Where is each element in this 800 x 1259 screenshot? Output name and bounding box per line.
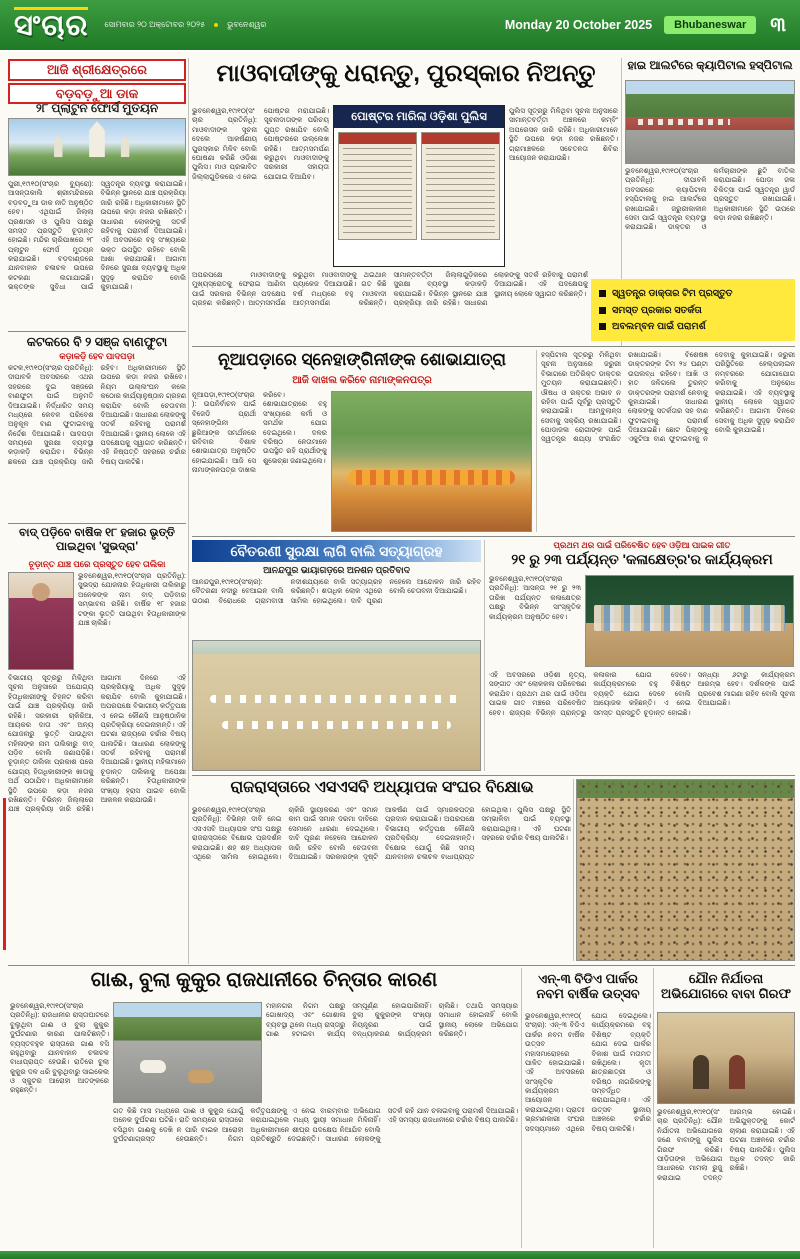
cuttack-subheadline: କଡ଼ାକଡ଼ି ହେବ ପାଦପଡ଼ା — [59, 351, 135, 361]
stage-group-photo[interactable] — [585, 575, 794, 667]
maoist-body-right: ପୁଲିସ ସୂତ୍ରରୁ ମିଳିଥିବା ସୂଚନା ଅନୁସାରେ ସୀମାନ୍ତବର୍ତ୍ତୀ ଅଞ୍ଚଳରେ କମ୍ବିଂ ଅପରେସନ ଜାରି ରହିଛି। ଅଧିକାରୀମାନେ ସ୍ଥିତି ଉପରେ କଡ଼ା ନଜର ରଖିଛନ୍ତି। ଗ୍ରାମାଞ୍ଚଳରେ ସଚେତନତା ଶିବିର ଆୟୋଜନ କରାଯାଉଛି। — [509, 108, 618, 162]
date-english: Monday 20 October 2025 — [504, 18, 653, 32]
kalakshetra-headline[interactable]: ୨୧ ରୁ ୨୩ ପର୍ଯ୍ୟନ୍ତ 'କଳାକ୍ଷେତ୍ର'ର କାର୍ଯ୍ୟକ୍ରମ — [511, 551, 773, 567]
section-rule — [192, 346, 795, 347]
poster-text-lines — [343, 148, 412, 235]
temple-photo[interactable] — [8, 118, 186, 176]
column-rule — [484, 540, 485, 771]
poster-text-lines — [426, 148, 495, 235]
edition-city: ଭୁବନେଶ୍ୱର — [227, 20, 267, 29]
sand-satyagraha-photo[interactable] — [192, 640, 481, 771]
bullet-text: ସ୍ୱତନ୍ତ୍ର ଡାକ୍ତାର ଟିମ ପ୍ରସ୍ତୁତ — [612, 287, 733, 299]
section-rule — [192, 775, 795, 776]
bullet-item — [599, 321, 787, 332]
hospital-photo[interactable] — [625, 80, 795, 164]
cattle-body-bottom: ଗତ କିଛି ମାସ ମଧ୍ୟରେ ଗାଈ ଓ କୁକୁର ଯୋଗୁଁ ଅନେକ ଦୁର୍ଘଟଣା ଘଟିଛି। ରାତି ସମୟରେ ରାସ୍ତାରେ ବସିଥିବା ଗାଈକୁ ଦେଖି ନ ପାରି ବାଇକ ଆରୋହୀ ଦୁର୍ଘଟଣାଗ୍ରସ୍ତ ହେଉଛନ୍ତି। ନିଗମ କର୍ତ୍ତୃପକ୍ଷଙ୍କୁ ଏ ନେଇ ବାରମ୍ବାର ଅଭିଯୋଗ କରାଯାଇଥିଲେ ମଧ୍ୟ ସ୍ଥାୟୀ ସମାଧାନ ମିଳିନାହିଁ। ଅଧିକାରୀମାନେ ଶୀଘ୍ର ପଦକ୍ଷେପ ନିଆଯିବ ବୋଲି ପ୍ରତିଶ୍ରୁତି ଦେଇଛନ୍ତି। ସାଧାରଣ ଲୋକଙ୍କୁ ସତର୍କ ରହି ଯାନ ଚଳାଇବାକୁ ପରାମର୍ଶ ଦିଆଯାଇଛି। ଏହି ସମସ୍ୟା ରାଜଧାନୀରେ ଚର୍ଚ୍ଚାର ବିଷୟ ପାଲଟିଛି। — [113, 1108, 518, 1144]
column-rule — [653, 968, 654, 1248]
kalakshetra-body-bottom: ଏହି ଅବସରରେ ଓଡ଼ିଶୀ ନୃତ୍ୟ, ସଙ୍ଗୀତ ଏବଂ ଲୋକକଳା ପରିବେଷଣ କରାଯିବ। ପ୍ରଥମ ଥର ପାଇଁ ଓଡ଼ିଆ ପାଇକ ଗୀତ ମଞ୍ଚରେ ପରିବେଷିତ ହେବ। ରାଜ୍ୟର ବିଭିନ୍ନ ପ୍ରାନ୍ତରୁ କଳାକାର ଯୋଗ ଦେବେ। କାର୍ଯ୍ୟକ୍ରମରେ ବହୁ ବିଶିଷ୍ଟ ବ୍ୟକ୍ତି ଯୋଗ ଦେବେ ବୋଲି ଆୟୋଜକ କହିଛନ୍ତି। ଏ ନେଇ ସମସ୍ତ ପ୍ରସ୍ତୁତି ଚୂଡ଼ାନ୍ତ ହୋଇଛି। ସନ୍ଧ୍ୟା ୬ଟାରୁ କାର୍ଯ୍ୟକ୍ରମ ଆରମ୍ଭ ହେବ। ଦର୍ଶକଙ୍କ ପାଇଁ ପ୍ରବେଶ ମାଗଣା ରହିବ ବୋଲି ସୂଚନା ଦିଆଯାଇଛି। — [489, 672, 795, 717]
footer-strip — [0, 1251, 800, 1259]
section-rule — [192, 536, 795, 537]
section-rule — [8, 965, 795, 966]
separator-dot-icon — [214, 23, 218, 27]
ssb-body: ଭୁବନେଶ୍ୱର,୧୯ା୧୦(ସଂଚାର ପ୍ରତିନିଧି): ବିଭିନ୍ନ ଦାବି ନେଇ ଏସଏସବି ଅଧ୍ୟାପକ ସଂଘ ପକ୍ଷରୁ ରାଜରାସ୍ତାରେ ବିକ୍ଷୋଭ ପ୍ରଦର୍ଶନ କରାଯାଇଛି। ଶହ ଶହ ଅଧ୍ୟାପକ ଏଥିରେ ସାମିଲ ହୋଇଥିଲେ। ଚାକିରି ସ୍ଥାୟୀକରଣ ଏବଂ ସମାନ କାମ ପାଇଁ ସମାନ ଦରମା ଦାବିରେ ସେମାନେ ଧାରଣା ଦେଇଥିଲେ। ଦାବି ପୂରଣ ନହେଲେ ଆନ୍ଦୋଳନ ଜାରି ରହିବ ବୋଲି ଚେତାବନୀ ଦିଆଯାଇଛି। ସରକାରଙ୍କ ଦୃଷ୍ଟି ଆକର୍ଷଣ ପାଇଁ ସ୍ମାରକପତ୍ର ପ୍ରଦାନ କରାଯାଇଛି। ଅପରପକ୍ଷେ ବିଭାଗୀୟ କର୍ତ୍ତୃପକ୍ଷ କୌଣସି ପ୍ରତିକ୍ରିୟା ଦେଇନାହାନ୍ତି। ବିକ୍ଷୋଭ ଯୋଗୁଁ କିଛି ସମୟ ଯାନବାହାନ ଚଳାଚଳ ବାଧାପ୍ରାପ୍ତ ହୋଇଥିଲା। ପୁଲିସ ପକ୍ଷରୁ ସ୍ଥିତି ସମ୍ଭାଳିବା ପାଇଁ ବ୍ୟବସ୍ଥା କରାଯାଇଥିଲା। ଏହି ଘଟଣା ସହରରେ ଚର୍ଚ୍ଚାର ବିଷୟ ପାଲଟିଛି। — [192, 807, 571, 861]
temple-side-tower-shape — [118, 135, 132, 157]
procession-photo[interactable] — [331, 391, 532, 532]
poster-header-strip — [339, 133, 416, 144]
kalakshetra-kicker: ପ୍ରଥମ ଥର ପାଇଁ ପରିବେଷିତ ହେବ ଓଡ଼ିଆ ପାଇକ ଗୀତ — [553, 540, 731, 550]
bullet-item — [599, 288, 787, 299]
cuttack-headline[interactable]: କଟକରେ ବି ୨ ସଞ୍ଜ ବାଣଫୁଟା — [26, 335, 168, 349]
edition-date: ସୋମବାର ୨୦ ଅକ୍ଟୋବର ୨୦୨୫ — [104, 20, 206, 29]
bullet-square-icon — [599, 290, 606, 297]
maoist-body-left: ଭୁବନେଶ୍ୱର,୧୯ା୧୦(ସଂଚାର ପ୍ରତିନିଧି): ମାଓବାଦୀଙ୍କ ସୂଚନା ଦେଲେ ଆକର୍ଷଣୀୟ ପୁରସ୍କାର ମିଳିବ ବୋଲି ଘୋଷଣା କରିଛି ଓଡ଼ିଶା ପୁଲିସ। ମାଓ ପ୍ରଭାବିତ ଜିଲ୍ଲାଗୁଡ଼ିକରେ ଏ ନେଇ ପୋଷ୍ଟର ମରାଯାଇଛି। ସୂଚନାଦାତାଙ୍କ ପରିଚୟ ଗୁପ୍ତ ରଖାଯିବ ବୋଲି ପୋଷ୍ଟରରେ ଉଲ୍ଲେଖ ରହିଛି। ଆତ୍ମସମର୍ପଣ କରୁଥିବା ମାଓବାଦୀଙ୍କୁ ସରକାରୀ ସହାୟତା ଯୋଗାଇ ଦିଆଯିବ। — [192, 108, 329, 181]
snehangini-headline[interactable]: ନୂଆପଡ଼ାରେ ସ୍ନେହାଙ୍ଗିନୀଙ୍କ ଶୋଭାଯାତ୍ରା — [217, 350, 507, 369]
bullet-square-icon — [599, 323, 606, 330]
bullet-item — [599, 305, 787, 316]
baitarani-headline[interactable]: ବୈତରଣୀ ସୁରକ୍ଷା ଲାଗି ବାଲି ସତ୍ୟାଗ୍ରହ — [192, 540, 481, 562]
poster-row — [334, 128, 504, 244]
bda-park-headline[interactable]: ଏନ୍-୩ ବିଡିଏ ପାର୍କର ନବମ ବାର୍ଷିକ ଉତ୍ସବ — [536, 971, 640, 1002]
subhadra-headline[interactable]: ବାଦ୍ ପଡ଼ିବେ ବାର୍ଷିକ ୧୮ ହଜାର ଭୃତ୍ତି ପାଇଥିବା 'ସୁଭଦ୍ରା' — [19, 527, 175, 553]
temple-side-tower-shape — [51, 135, 65, 157]
baba-body: ଭୁବନେଶ୍ୱର,୧୯ା୧୦(ସଂଚାର ପ୍ରତିନିଧି): ଯୌନ ନିର୍ଯାତନା ଅଭିଯୋଗରେ ଜଣେ ବାବାଙ୍କୁ ପୁଲିସ ଗିରଫ କରିଛି। ପୀଡ଼ିତାଙ୍କ ଅଭିଯୋଗ ଆଧାରରେ ମାମଲା ରୁଜୁ କରାଯାଇ ତଦନ୍ତ ଆରମ୍ଭ ହୋଇଛି। ଅଭିଯୁକ୍ତଙ୍କୁ କୋର୍ଟ ଚାଲାଣ କରାଯାଇଛି। ଏହି ଘଟଣା ଅଞ୍ଚଳରେ ଚର୍ଚ୍ଚାର ବିଷୟ ପାଲଟିଛି। ପୁଲିସ ଅଧିକ ତଦନ୍ତ ଜାରି ରଖିଛି। — [657, 1109, 795, 1182]
people-row-shape — [222, 721, 452, 729]
cattle-headline[interactable]: ଗାଈ, ବୁଲା କୁକୁର ରାଜଧାନୀରେ ଚିନ୍ତାର କାରଣ — [90, 969, 438, 991]
column-rule — [188, 58, 189, 964]
bullet-square-icon — [599, 307, 606, 314]
hospital-headline[interactable]: ହାଇ ଆଲର୍ଟରେ କ୍ୟାପିଟାଲ ହସ୍ପିଟାଲ — [627, 60, 793, 72]
masthead-logo: ସଂଚାର — [14, 7, 88, 43]
city-badge: Bhubaneswar — [664, 16, 756, 34]
face-shape — [32, 583, 50, 601]
badabadua-kicker-line1: ଆଜି ଶ୍ରୀକ୍ଷେତ୍ରରେ — [8, 59, 186, 81]
building-windows-shape — [638, 119, 730, 125]
hospital-body: ଭୁବନେଶ୍ୱର,୧୯ା୧୦(ସଂଚାର ପ୍ରତିନିଧି): ଦୀପାବଳି ଅବସରରେ କ୍ୟାପିଟାଲ ହସ୍ପିଟାଲକୁ ହାଇ ଆଲର୍ଟରେ ରଖାଯାଇଛି। ଜରୁରୀକାଳୀନ ସେବା ପାଇଁ ସ୍ୱତନ୍ତ୍ର ବ୍ୟବସ୍ଥା କରାଯାଇଛି। ଡାକ୍ତର ଓ କର୍ମଚାରୀଙ୍କ ଛୁଟି ବାତିଲ କରାଯାଇଛି। ପୋଡ଼ା ଜଳା ଚିକିତ୍ସା ପାଇଁ ସ୍ୱତନ୍ତ୍ର ୱାର୍ଡ ପ୍ରସ୍ତୁତ ରଖାଯାଇଛି। ଅଧିକାରୀମାନେ ସ୍ଥିତି ଉପରେ କଡ଼ା ନଜର ରଖିଛନ୍ତି। — [625, 168, 795, 232]
cattle-body-col1: ଭୁବନେଶ୍ୱର,୧୯ା୧୦(ସଂଚାର ପ୍ରତିନିଧି): ରାଜଧାନୀର ରାସ୍ତାଘାଟରେ ବୁଲୁଥିବା ଗାଈ ଓ ବୁଲା କୁକୁର ଦୁର୍ଘଟଣାର କାରଣ ପାଲଟିଛନ୍ତି। ବ୍ୟସ୍ତବହୁଳ ରାସ୍ତାରେ ଗାଈ ବସି ରହୁଥିବାରୁ ଯାନବାହାନ ଚଳାଚଳ ବାଧାପ୍ରାପ୍ତ ହେଉଛି। ରାତିରେ ବୁଲା କୁକୁର ଦଳ ଧରି ବୁଲୁଥିବାରୁ ସାଇକେଲ ଓ ସ୍କୁଟର ଆରୋହୀ ଆତଙ୍କରେ ରହୁଛନ୍ତି। — [10, 1003, 109, 1095]
person-shape — [693, 1055, 709, 1089]
masthead — [0, 0, 800, 52]
person-shape — [729, 1055, 745, 1089]
bullet-text: ସମସ୍ତ ପ୍ରକାର ସତର୍କତା — [612, 304, 702, 316]
baba-arrest-photo[interactable] — [657, 1012, 795, 1104]
temple-spire-shape — [83, 121, 111, 157]
badabadua-kicker-line2: ବଡ଼ବଡ଼ୁଆ ଡାକ — [8, 83, 186, 105]
subhadra-body: ବିଭାଗୀୟ ସୂତ୍ରରୁ ମିଳିଥିବା ସୂଚନା ଅନୁସାରେ ଅଯୋଗ୍ୟ ହିତାଧିକାରୀଙ୍କୁ ଚିହ୍ନଟ କରିବା ପାଇଁ ଯାଞ୍ଚ ପ୍ରକ୍ରିୟା ଜାରି ରହିଛି। ସରକାରୀ ଚାକିରିଆ, ଆୟକର ଦାତା ଏବଂ ଅନ୍ୟ ଯୋଜନାରୁ ଭୃତ୍ତି ପାଉଥିବା ମହିଳାଙ୍କ ନାମ ତାଲିକାରୁ ବାଦ୍ ପଡ଼ିବ ବୋଲି ଜଣାପଡ଼ିଛି। ଚୂଡ଼ାନ୍ତ ତାଲିକା ପ୍ରକାଶ ପରେ ଯୋଗ୍ୟ ହିତାଧିକାରୀଙ୍କ ଖାତାକୁ ଅର୍ଥ ପଠାଯିବ। ଅଧିକାରୀମାନେ ସ୍ଥିତି ଉପରେ କଡ଼ା ନଜର ରଖିଛନ୍ତି। ବିଭିନ୍ନ ଜିଲ୍ଲାରେ ଯାଞ୍ଚ ପ୍ରକ୍ରିୟା ଜାରି ରହିଛି। ଆଗାମୀ ଦିନରେ ଏହି ପ୍ରକ୍ରିୟାକୁ ଅଧିକ ସୁଦୃଢ଼ କରାଯିବ ବୋଲି କୁହାଯାଇଛି। ଅପରପକ୍ଷେ ବିଭାଗୀୟ କର୍ତ୍ତୃପକ୍ଷ ଏ ନେଇ କୌଣସି ଆନୁଷ୍ଠାନିକ ପ୍ରତିକ୍ରିୟା ଦେଇନାହାନ୍ତି। ଏହି ଘଟଣା ରାଜ୍ୟରେ ଚର୍ଚ୍ଚାର ବିଷୟ ପାଲଟିଛି। ସାଧାରଣ ଲୋକଙ୍କୁ ସତର୍କ ରହିବାକୁ ପରାମର୍ଶ ଦିଆଯାଇଛି। ସ୍ଥାନୀୟ ମହିଳାମାନେ ଚୂଡ଼ାନ୍ତ ତାଲିକାକୁ ଅପେକ୍ଷା କରିଛନ୍ତି। ହିତାଧିକାରୀଙ୍କ ସଂଖ୍ୟା ହ୍ରାସ ପାଇବ ବୋଲି ଆକଳନ କରାଯାଉଛି। — [8, 675, 186, 814]
people-row-shape — [594, 605, 784, 631]
hospital-continued-body: ହସ୍ପିଟାଲ ସୂତ୍ରରୁ ମିଳିଥିବା ସୂଚନା ଅନୁସାରେ ଜରୁରୀ ବିଭାଗରେ ଅତିରିକ୍ତ ଡାକ୍ତର ମୁତୟନ କରାଯାଇଛନ୍ତି। ଔଷଧ ଓ ରକ୍ତର ଅଭାବ ନ ରହିବା ପାଇଁ ପୂର୍ବରୁ ପ୍ରସ୍ତୁତି କରାଯାଇଛି। ଆମ୍ବୁଲାନ୍ସ ସେବାକୁ ସକ୍ରିୟ ରଖାଯାଇଛି। ପୋଡ଼ାଜଳା ରୋଗୀଙ୍କ ପାଇଁ ସ୍ୱତନ୍ତ୍ର ଶଯ୍ୟା ସଂରକ୍ଷିତ ରଖାଯାଇଛି। ବିଶେଷଜ୍ଞ ଡାକ୍ତରଙ୍କ ଟିମ ୨୪ ଘଣ୍ଟା ଉପଲବ୍ଧ ରହିବେ। ଆଖି ଓ ହାତ ଜଳିଗଲେ ତୁରନ୍ତ ଡାକ୍ତରଙ୍କ ପରାମର୍ଶ ନେବାକୁ କୁହାଯାଇଛି। ସାଧାରଣ ଲୋକଙ୍କୁ ସତର୍କତାର ସହ ବାଣ ଫୁଟାଇବାକୁ ପରାମର୍ଶ ଦିଆଯାଇଛି। ଛୋଟ ପିଲାଙ୍କୁ ଏକୁଟିଆ ବାଣ ଫୁଟାଇବାକୁ ନ ଦେବାକୁ କୁହାଯାଇଛି। ଜରୁରୀ ପରିସ୍ଥିତିରେ ହେଲ୍ପଲାଇନ ନମ୍ବରରେ ଯୋଗାଯୋଗ କରିବାକୁ ଅନୁରୋଧ କରାଯାଇଛି। ଏହି ବ୍ୟବସ୍ଥାକୁ ସ୍ଥାନୀୟ ଲୋକେ ସ୍ୱାଗତ କରିଛନ୍ତି। ଆଗାମୀ ଦିନରେ ସେବାକୁ ଅଧିକ ସୁଦୃଢ଼ କରାଯିବ ବୋଲି କୁହାଯାଇଛି। — [541, 352, 795, 444]
badabadua-subheadline: ୨୮ ପ୍ଲାଟୁନ ଫୋର୍ସ ମୁତୟନ — [35, 101, 159, 115]
baba-headline[interactable]: ଯୌନ ନିର୍ଯାତନା ଅଭିଯୋଗରେ ବାବା ଗିରଫ — [660, 971, 792, 1002]
cow-shape — [188, 1070, 214, 1083]
subhadra-subheadline: ଚୂଡ଼ାନ୍ତ ଯାଞ୍ଚ ପରେ ପ୍ରସ୍ତୁତ ହେବ ତାଲିକା — [28, 559, 166, 569]
snehangini-subheadline: ଆଜି ଦାଖଲ କରିବେ ନାମାଙ୍କନପତ୍ର — [292, 375, 432, 386]
snehangini-body: ନୂଆପଡ଼ା,୧୯ା୧୦(ସଂଚାର): ଉପନିର୍ବାଚନ ପାଇଁ ବିଜେଡି ପ୍ରାର୍ଥୀ ସ୍ନେହାଙ୍ଗିନୀ ଛୁରିଆଙ୍କ ସମର୍ଥନରେ ରବିବାର ବିଶାଳ ଶୋଭାଯାତ୍ରା ଅନୁଷ୍ଠିତ ହୋଇଯାଇଛି। ଆଜି ସେ ନାମାଙ୍କନପତ୍ର ଦାଖଲ କରିବେ। ଶୋଭାଯାତ୍ରାରେ ବହୁ ସଂଖ୍ୟାରେ କର୍ମୀ ଓ ସମର୍ଥକ ଯୋଗ ଦେଇଥିଲେ। ଦଳର ବରିଷ୍ଠ ନେତାମାନେ ଉପସ୍ଥିତ ରହି ପ୍ରାର୍ଥୀଙ୍କୁ ଶୁଭେଚ୍ଛା ଜଣାଇଥିଲେ। — [192, 392, 327, 474]
maoist-headline[interactable]: ମାଓବାଦୀଙ୍କୁ ଧରାନ୍ତୁ, ପୁରସ୍କାର ନିଅନ୍ତୁ — [216, 60, 596, 87]
badabadua-kicker-box[interactable] — [8, 59, 186, 106]
street-cows-photo[interactable] — [113, 1002, 262, 1103]
page-number: ୩ — [770, 13, 786, 36]
bullet-text: ଅବଲମ୍ବନ ପାଇଁ ପରାମର୍ଶ — [612, 321, 706, 333]
section-rule — [8, 523, 186, 524]
people-row-shape — [210, 695, 463, 703]
cuttack-body: କଟକ,୧୯ା୧୦(ସଂଚାର ପ୍ରତିନିଧି): ଦୀପାବଳି ଅବସରରେ ଏଥର ସହରରେ ଦୁଇ ସଞ୍ଜରେ ବାଣଫୁଟା ପାଇଁ ଅନୁମତି ଦିଆଯାଇଛି। ନିର୍ଦ୍ଧାରିତ ସମୟ ମଧ୍ୟରେ କେବଳ ପରିବେଶ ଅନୁକୂଳ ବାଣ ଫୁଟାଇବାକୁ ନିର୍ଦ୍ଦେଶ ଦିଆଯାଇଛି। ପାଦପଡ଼ା ସମୟରେ ସୁରକ୍ଷା ବ୍ୟବସ୍ଥା କଡ଼ାକଡ଼ି କରାଯିବ। ବିଭିନ୍ନ ଛକରେ ଯାଞ୍ଚ ପ୍ରକ୍ରିୟା ଜାରି ରହିବ। ଅଧିକାରୀମାନେ ସ୍ଥିତି ଉପରେ କଡ଼ା ନଜର ରଖିବେ। ନିୟମ ଉଲ୍ଲଂଘନ କଲେ କଠୋର କାର୍ଯ୍ୟାନୁଷ୍ଠାନ ଗ୍ରହଣ କରାଯିବ ବୋଲି ଚେତାବନୀ ଦିଆଯାଇଛି। ସାଧାରଣ ଲୋକଙ୍କୁ ସତର୍କ ରହିବାକୁ ପରାମର୍ଶ ଦିଆଯାଇଛି। ସ୍ଥାନୀୟ ଲୋକେ ଏହି ପଦକ୍ଷେପକୁ ସ୍ୱାଗତ କରିଛନ୍ତି। ଏହି ନିଷ୍ପତ୍ତି ସହରରେ ଚର୍ଚ୍ଚାର ବିଷୟ ପାଲଟିଛି। — [8, 365, 186, 466]
badabadua-body: ପୁରୀ,୧୯ା୧୦(ସଂଚାର ବ୍ୟୁରୋ): ଆସନ୍ତାକାଲି ଶ୍ରୀମନ୍ଦିରରେ ବଡ଼ବଡ଼ୁଆ ଡାକ ନୀତି ଅନୁଷ୍ଠିତ ହେବ। ଏଥିପାଇଁ ଜିଲ୍ଲା ପ୍ରଶାସନ ଓ ପୁଲିସ ପକ୍ଷରୁ ସମସ୍ତ ପ୍ରସ୍ତୁତି ଚୂଡ଼ାନ୍ତ ହୋଇଛି। ମନ୍ଦିର ଚାରିପାଖରେ ୨୮ ପ୍ଲାଟୁନ ଫୋର୍ସ ମୁତୟନ କରାଯାଇଛି। ବଡ଼ଦାଣ୍ଡରେ ଯାନବାହାନ ଚଳାଚଳ ଉପରେ କଟକଣା ଲଗାଯାଇଛି। ଭକ୍ତଙ୍କ ସୁବିଧା ପାଇଁ ସ୍ୱତନ୍ତ୍ର ବ୍ୟବସ୍ଥା କରାଯାଇଛି। ବିଭିନ୍ନ ସ୍ଥାନରେ ଯାଞ୍ଚ ପ୍ରକ୍ରିୟା ଜାରି ରହିଛି। ଅଧିକାରୀମାନେ ସ୍ଥିତି ଉପରେ କଡ଼ା ନଜର ରଖିଛନ୍ତି। ସାଧାରଣ ଲୋକଙ୍କୁ ସତର୍କ ରହିବାକୁ ପରାମର୍ଶ ଦିଆଯାଇଛି। ଏହି ଅବସରରେ ବହୁ ସଂଖ୍ୟାରେ ଭକ୍ତ ଉପସ୍ଥିତ ରହିବେ ବୋଲି ଆଶା କରାଯାଉଛି। ଆଗାମୀ ଦିନରେ ସୁରକ୍ଷା ବ୍ୟବସ୍ଥାକୁ ଅଧିକ ସୁଦୃଢ଼ କରାଯିବ ବୋଲି କୁହାଯାଇଛି। — [8, 181, 186, 292]
maoist-poster-image-1[interactable] — [338, 132, 417, 240]
kalakshetra-body-left: ଭୁବନେଶ୍ୱର,୧୯ା୧୦(ସଂଚାର ପ୍ରତିନିଧି): ଆସନ୍ତା ୨୧ ରୁ ୨୩ ତାରିଖ ପର୍ଯ୍ୟନ୍ତ କଳାକ୍ଷେତ୍ର ପକ୍ଷରୁ ବିଭିନ୍ନ ସାଂସ୍କୃତିକ କାର୍ଯ୍ୟକ୍ରମ ଅନୁଷ୍ଠିତ ହେବ। — [489, 576, 581, 621]
column-rule — [521, 968, 522, 1248]
ssb-headline[interactable]: ରାଜରାସ୍ତାରେ ଏସଏସବି ଅଧ୍ୟାପକ ସଂଘର ବିକ୍ଷୋଭ — [230, 779, 534, 796]
highlight-red-bar — [3, 798, 6, 950]
baitarani-body: ଆନନ୍ଦପୁର,୧୯ା୧୦(ସଂଚାର): ବୈତରଣୀ ନଦୀରୁ ବେଆଇନ ବାଲି ଉଠାଣ ବିରୋଧରେ ଗ୍ରାମବାସୀ ନଦୀଶଯ୍ୟାରେ ବାଲି ସତ୍ୟାଗ୍ରହ କରିଛନ୍ତି। ଶତାଧିକ ଲୋକ ଏଥିରେ ସାମିଲ ହୋଇଥିଲେ। ଦାବି ପୂରଣ ନହେଲେ ଆନ୍ଦୋଳନ ଜାରି ରହିବ ବୋଲି ଚେତାବନୀ ଦିଆଯାଇଛି। — [192, 579, 481, 605]
woman-speaking-photo[interactable] — [8, 572, 74, 670]
edition-info — [104, 20, 266, 30]
poster-header-strip — [422, 133, 499, 144]
bda-park-body: ଭୁବନେଶ୍ୱର,୧୯ା୧୦(ସଂଚାର): ଏନ୍-୩ ବିଡିଏ ପାର୍କର ନବମ ବାର୍ଷିକ ଉତ୍ସବ ମହାସମାରୋହରେ ପାଳିତ ହୋଇଯାଇଛି। ଏହି ଅବସରରେ ସାଂସ୍କୃତିକ କାର୍ଯ୍ୟକ୍ରମ ଆୟୋଜନ କରାଯାଇଥିଲା। ପ୍ରାତଃ ଭ୍ରମଣକାରୀ ସଂଘର ସଦସ୍ୟମାନେ ଏଥିରେ ଯୋଗ ଦେଇଥିଲେ। କାର୍ଯ୍ୟକ୍ରମରେ ବହୁ ବିଶିଷ୍ଟ ବ୍ୟକ୍ତି ଯୋଗ ଦେଇ ପାର୍କର ବିକାଶ ପାଇଁ ମତାମତ ରଖିଥିଲେ। କୃତୀ ଛାତ୍ରଛାତ୍ରୀ ଓ ବରିଷ୍ଠ ନାଗରିକଙ୍କୁ ସମ୍ବର୍ଦ୍ଧିତ କରାଯାଇଥିଲା। ଏହି ଉତ୍ସବ ସ୍ଥାନୀୟ ଅଞ୍ଚଳରେ ଚର୍ଚ୍ଚାର ବିଷୟ ପାଲଟିଛି। — [525, 1013, 651, 1133]
hospital-bullet-box — [591, 279, 795, 341]
maoist-body-bottom: ଅପରପକ୍ଷେ ମାଓବାଦୀଙ୍କୁ ମୁଖ୍ୟସ୍ରୋତକୁ ଫେରାଇ ଆଣିବା ପାଇଁ ସରକାର ବିଭିନ୍ନ ପଦକ୍ଷେପ ଗ୍ରହଣ କରିଛନ୍ତି। ଆତ୍ମସମର୍ପଣ କରୁଥିବା ମାଓବାଦୀଙ୍କୁ ଥଇଥାନ ପ୍ୟାକେଜ ଦିଆଯାଉଛି। ଗତ କିଛି ବର୍ଷ ମଧ୍ୟରେ ବହୁ ମାଓବାଦୀ ଆତ୍ମସମର୍ପଣ କରିଛନ୍ତି। ସୀମାନ୍ତବର୍ତ୍ତୀ ଜିଲ୍ଲାଗୁଡ଼ିକରେ ସୁରକ୍ଷା ବ୍ୟବସ୍ଥା କଡ଼ାକଡ଼ି କରାଯାଇଛି। ବିଭିନ୍ନ ସ୍ଥାନରେ ଯାଞ୍ଚ ପ୍ରକ୍ରିୟା ଜାରି ରହିଛି। ସାଧାରଣ ଲୋକଙ୍କୁ ସତର୍କ ରହିବାକୁ ପରାମର୍ଶ ଦିଆଯାଇଛି। ଏହି ପଦକ୍ଷେପକୁ ସ୍ଥାନୀୟ ଲୋକେ ସ୍ୱାଗତ କରିଛନ୍ତି। — [192, 272, 588, 308]
baitarani-subheadline: ଆନନ୍ଦପୁର ଭାୟାଗଡ଼ରେ ଅନଶନ ପ୍ରତିବାଦ — [263, 565, 410, 575]
cattle-body-right: ମହାନଗର ନିଗମ ପକ୍ଷରୁ ଗୋଖାଦ୍ୟ ଏବଂ ଗୋଶାଳା ବ୍ୟବସ୍ଥା ଥିଲେ ମଧ୍ୟ ରାସ୍ତାରୁ ଗାଈ ହଟାଇବା କାର୍ଯ୍ୟ ସମ୍ପୂର୍ଣ୍ଣ ହୋଇପାରିନାହିଁ। ବୁଲା କୁକୁରଙ୍କ ସଂଖ୍ୟା ନିୟନ୍ତ୍ରଣ ପାଇଁ ବନ୍ଧ୍ୟାକରଣ କାର୍ଯ୍ୟକ୍ରମ ଚାଲିଛି। ତଥାପି ସମସ୍ୟାର ସମାଧାନ ହୋଇନାହିଁ ବୋଲି ସ୍ଥାନୀୟ ଲୋକେ ଅଭିଯୋଗ କରିଛନ୍ତି। — [266, 1003, 518, 1039]
poster-box[interactable] — [333, 105, 505, 267]
cow-shape — [140, 1060, 166, 1073]
protest-crowd-photo[interactable] — [576, 779, 795, 961]
maoist-poster-image-2[interactable] — [421, 132, 500, 240]
column-rule — [536, 350, 537, 532]
column-rule — [573, 779, 574, 961]
section-rule — [8, 331, 186, 332]
garland-shape — [348, 470, 515, 485]
subhadra-lead: ଭୁବନେଶ୍ୱର,୧୯ା୧୦(ସଂଚାର ପ୍ରତିନିଧି): ସୁଭଦ୍ରା ଯୋଜନାର ହିତାଧିକାରୀ ତାଲିକାରୁ ଅନେକଙ୍କ ନାମ ବାଦ୍ ପଡ଼ିବାର ସମ୍ଭାବନା ରହିଛି। ବାର୍ଷିକ ୧୮ ହଜାର ଟଙ୍କା ଭୃତ୍ତି ପାଉଥିବା ହିତାଧିକାରୀଙ୍କ ଯାଞ୍ଚ ଚାଲିଛି। — [78, 573, 186, 627]
poster-box-title: ପୋଷ୍ଟର ମାରିଲା ଓଡ଼ିଶା ପୁଲିସ — [334, 106, 504, 128]
